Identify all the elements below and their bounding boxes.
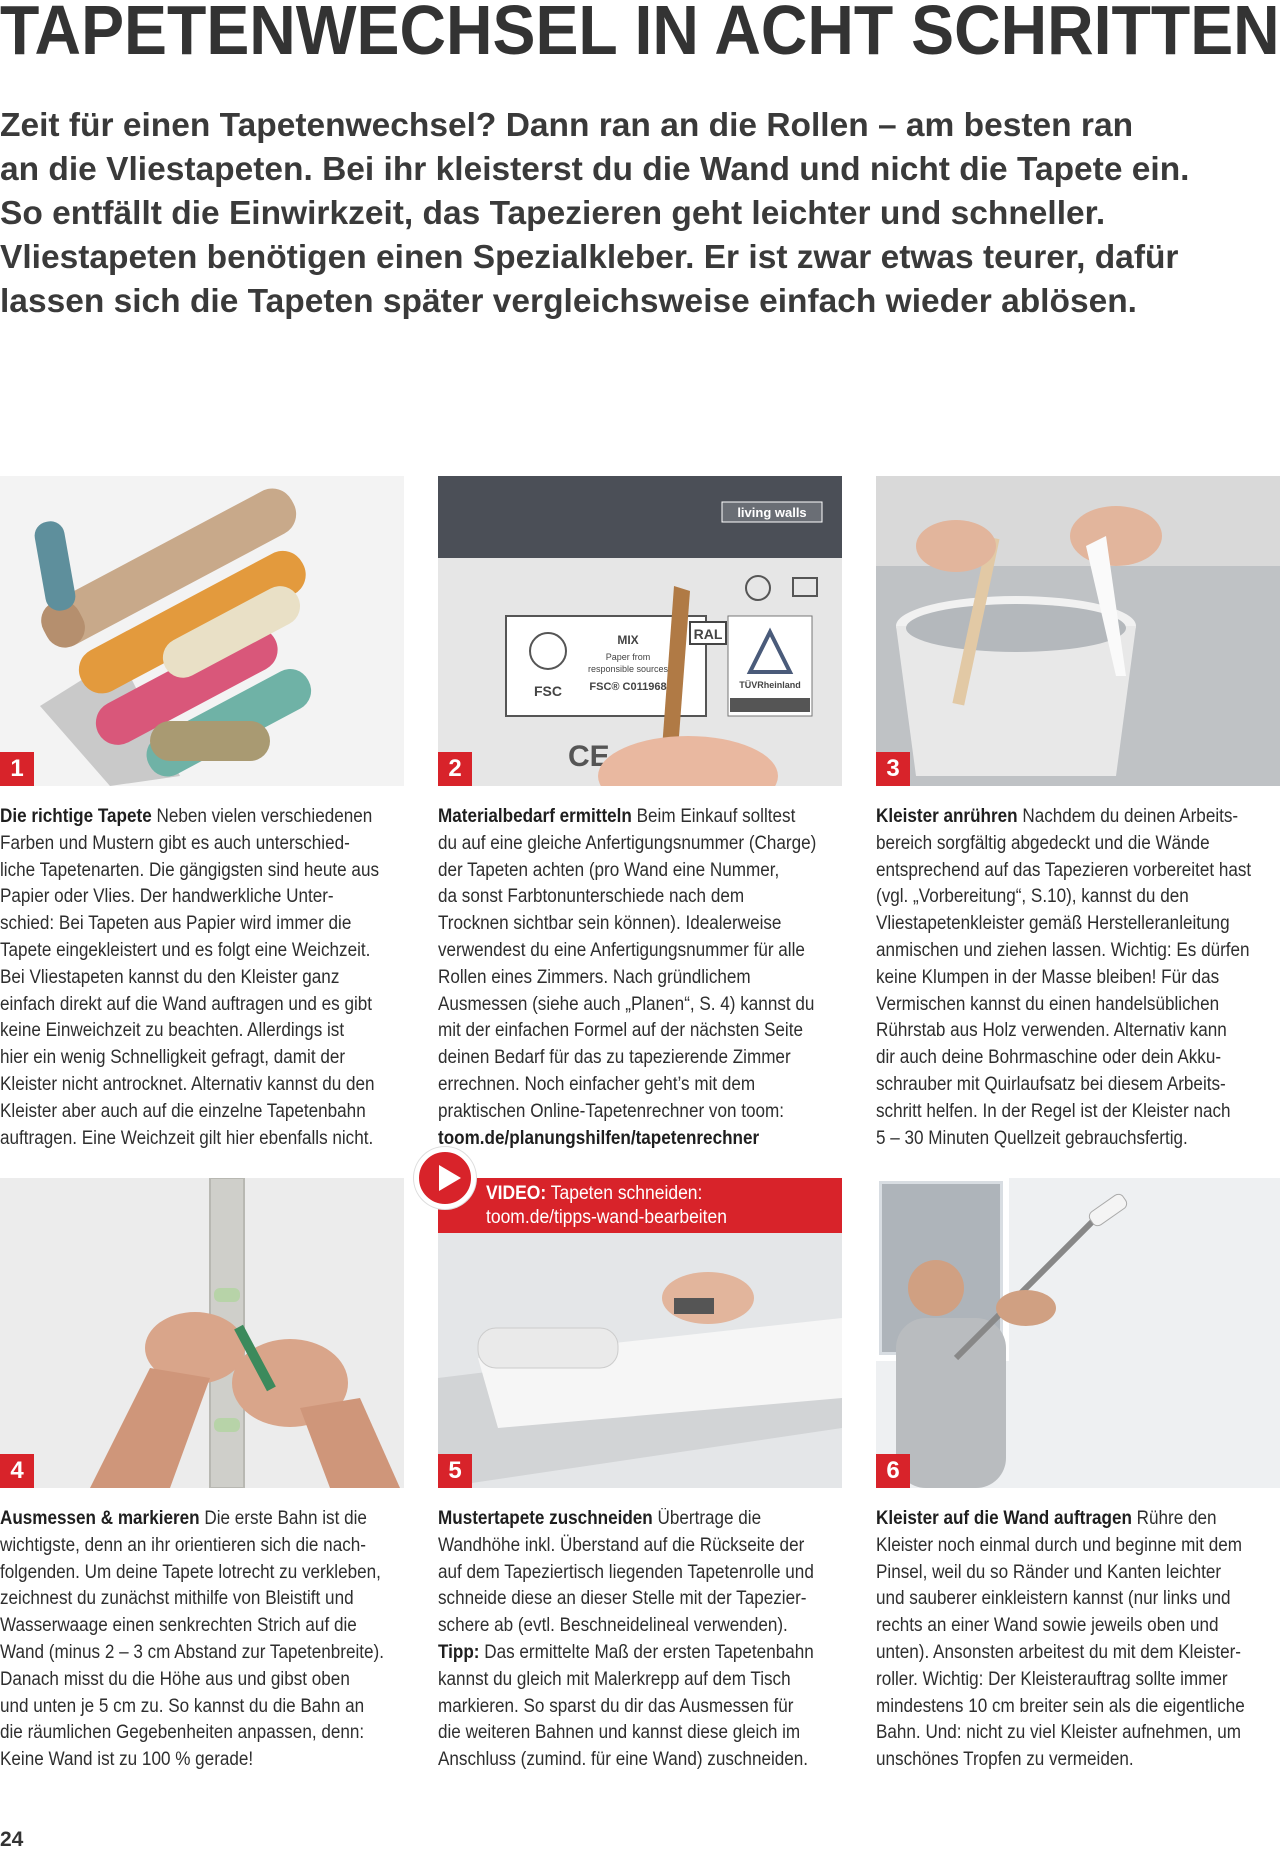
wallpaper-label-photo [438, 476, 842, 786]
intro-line: Zeit für einen Tapetenwechsel? Dann ran an die Rollen – am besten ran [0, 107, 1134, 144]
tip-label: Tipp: [438, 1641, 480, 1663]
step-text-line: errechnen. Noch einfacher geht’s mit dem [438, 1073, 756, 1095]
step-title: Die richtige Tapete [0, 806, 152, 827]
step-number-badge: 5 [438, 1454, 472, 1488]
step-5-text [438, 1506, 848, 1774]
video-banner[interactable] [438, 1178, 842, 1233]
step-title: Kleister auf die Wand auftragen [876, 1508, 1132, 1529]
measuring-image [0, 1178, 404, 1488]
step-text-line: praktischen Online-Tapetenrechner von toom: [438, 1100, 784, 1122]
step-text-line [876, 804, 1280, 831]
step-text-line: die räumlichen Gegebenheiten anpassen, denn: [0, 1722, 365, 1744]
step-1-text [0, 804, 410, 1152]
step-text-line: Vliestapetenkleister gemäß Herstelleranleitung [876, 913, 1230, 935]
step-text-line [438, 1506, 848, 1533]
step-text-line: bereich sorgfältig abgedeckt und die Wände [876, 832, 1210, 854]
step-text-line: Farben und Mustern gibt es auch unterschied- [0, 832, 350, 854]
brand-label: living walls [737, 505, 807, 520]
paste-mixing-photo [876, 476, 1280, 786]
step-text-line: die weiteren Bahnen und kannst diese gleich im [438, 1722, 801, 1744]
step-text-line: einfach direkt auf die Wand auftragen und es gibt [0, 993, 373, 1015]
step-text-line: und sauberer einkleistern kannst (nur links und [876, 1588, 1231, 1610]
video-label: VIDEO: [486, 1183, 547, 1204]
step-text-line: Nachdem du deinen Arbeits- [1017, 806, 1239, 827]
step-text-line: entsprechend auf das Tapezieren vorbereitet hast [876, 859, 1252, 881]
step-text-line: Rollen eines Zimmers. Nach gründlichem [438, 966, 751, 988]
step-text-line [438, 804, 848, 831]
ral-label: RAL [693, 626, 723, 642]
step-text-line: keine Klumpen in der Masse bleiben! Für das [876, 966, 1220, 988]
intro-paragraph [0, 104, 1280, 324]
step-number-badge: 2 [438, 752, 472, 786]
step-text-line: 5 – 30 Minuten Quellzeit gebrauchsfertig. [876, 1127, 1188, 1149]
mix-sub-2: responsible sources [587, 664, 669, 674]
step-title: Kleister anrühren [876, 806, 1018, 827]
step-text-line: Beim Einkauf solltest [631, 806, 796, 827]
paste-mixing-image [876, 476, 1280, 786]
intro-line: an die Vliestapeten. Bei ihr kleisterst du die Wand und nicht die Tapete ein. [0, 151, 1190, 188]
step-text-line: Kleister noch einmal durch und beginne mit dem [876, 1534, 1242, 1556]
step-number-badge: 4 [0, 1454, 34, 1488]
video-title-line [486, 1181, 702, 1206]
step-text-line: der Tapeten achten (pro Wand eine Nummer, [438, 859, 780, 881]
step-text-line: schied: Bei Tapeten aus Papier wird immer die [0, 913, 352, 935]
step-text-line: schere ab (evtl. Beschneidelineal verwenden). [438, 1615, 788, 1637]
step-text-line: anmischen und ziehen lassen. Wichtig: Es dürfen [876, 939, 1250, 961]
step-text-line: mindestens 10 cm breiter sein als die eigentliche [876, 1695, 1245, 1717]
page-number: 24 [0, 1828, 24, 1851]
intro-line: lassen sich die Tapeten später vergleichsweise einfach wieder ablösen. [0, 283, 1137, 320]
step-text-line: kannst du gleich mit Malerkrepp auf dem Tisch [438, 1668, 791, 1690]
step-4-text [0, 1506, 410, 1774]
step-text-line: du auf eine gleiche Anfertigungsnummer (Charge) [438, 832, 817, 854]
step-text-line: Ausmessen (siehe auch „Planen“, S. 4) kannst du [438, 993, 815, 1015]
step-text-line: Wandhöhe inkl. Überstand auf die Rückseite der [438, 1534, 805, 1556]
fsc-code: FSC® C011968 [589, 681, 667, 693]
step-text-line: Danach misst du die Höhe aus und gibst oben [0, 1668, 350, 1690]
mix-sub-1: Paper from [605, 652, 651, 662]
step-text-line: deinen Bedarf für das zu tapezierende Zimmer [438, 1047, 791, 1069]
step-text-line: unten). Ansonsten arbeitest du mit dem Kleister- [876, 1641, 1241, 1663]
page-headline: TAPETENWECHSEL IN ACHT SCHRITTEN [0, 0, 1280, 69]
step-text-line: Kleister aber auch auf die einzelne Tapetenbahn [0, 1100, 366, 1122]
pasting-wall-image [876, 1178, 1280, 1488]
step-text-line: Tapete eingekleistert und es folgt eine Weichzeit. [0, 939, 371, 961]
fsc-label: FSC [534, 683, 562, 699]
step-text-line [438, 1640, 848, 1667]
step-text-line: folgenden. Um deine Tapete lotrecht zu verkleben, [0, 1561, 381, 1583]
mix-label: MIX [617, 633, 639, 647]
step-text-line: Wand (minus 2 – 3 cm Abstand zur Tapetenbreite). [0, 1641, 385, 1663]
step-text-line: Rührstab aus Holz verwenden. Alternativ kann [876, 1020, 1227, 1042]
step-text-line: hier ein wenig Schnelligkeit gefragt, damit der [0, 1047, 346, 1069]
step-text-line: verwendest du eine Anfertigungsnummer für alle [438, 939, 805, 961]
ce-mark: CE [568, 740, 610, 773]
step-text-line: schneide diese an dieser Stelle mit der Tapezier- [438, 1588, 807, 1610]
step-title: Ausmessen & markieren [0, 1508, 200, 1529]
step-text-line: Kleister nicht antrocknet. Alternativ kannst du den [0, 1073, 375, 1095]
step-text-line: Übertrage die [652, 1508, 762, 1529]
step-6-text [876, 1506, 1280, 1774]
step-text-line: schritt helfen. In der Regel ist der Kleister nach [876, 1100, 1231, 1122]
step-number-badge: 1 [0, 752, 34, 786]
step-text-line: markieren. So sparst du dir das Ausmessen für [438, 1695, 794, 1717]
step-text-line: Neben vielen verschiedenen [151, 806, 373, 827]
step-text-line: Das ermittelte Maß der ersten Tapetenbahn [479, 1641, 814, 1663]
step-2-text [438, 804, 848, 1152]
step-text-line: roller. Wichtig: Der Kleisterauftrag sollte immer [876, 1668, 1228, 1690]
pasting-wall-photo [876, 1178, 1280, 1488]
wallpaper-rolls-image [0, 476, 404, 786]
measuring-photo [0, 1178, 404, 1488]
step-text-line: unschönes Tropfen zu vermeiden. [876, 1749, 1134, 1771]
step-3-text [876, 804, 1280, 1152]
video-title: Tapeten schneiden: [546, 1183, 703, 1204]
step-text-line: und unten je 5 cm zu. So kannst du die Bahn an [0, 1695, 365, 1717]
step-text-line: Vermischen kannst du einen handelsüblichen [876, 993, 1220, 1015]
step-text-line: mit der einfachen Formel auf der nächsten Seite [438, 1020, 804, 1042]
wallpaper-rolls-photo [0, 476, 404, 786]
step-text-line: Anschluss (zumind. für eine Wand) zuschneiden. [438, 1749, 809, 1771]
step-text-line: Die erste Bahn ist die [199, 1508, 367, 1529]
intro-line: So entfällt die Einwirkzeit, das Tapezieren geht leichter und schneller. [0, 195, 1106, 232]
step-text-line [0, 804, 410, 831]
step-text-line: dir auch deine Bohrmaschine oder dein Akku- [876, 1047, 1222, 1069]
step-number-badge: 3 [876, 752, 910, 786]
step-text-line [0, 1506, 410, 1533]
step-title: Materialbedarf ermitteln [438, 806, 632, 827]
step-text-line: Keine Wand ist zu 100 % gerade! [0, 1749, 254, 1771]
step-text-line: Rühre den [1131, 1508, 1217, 1529]
video-url[interactable]: toom.de/tipps-wand-bearbeiten [486, 1207, 727, 1228]
calculator-link-text[interactable]: toom.de/planungshilfen/tapetenrechner [438, 1127, 760, 1149]
step-text-line: Papier oder Vlies. Der handwerkliche Unter- [0, 886, 334, 908]
step-text-line: Bahn. Und: nicht zu viel Kleister aufnehmen, um [876, 1722, 1242, 1744]
calculator-link[interactable] [438, 1126, 848, 1153]
step-text-line: (vgl. „Vorbereitung“, S.10), kannst du den [876, 886, 1189, 908]
wallpaper-label-image [438, 476, 842, 786]
intro-line: Vliestapeten benötigen einen Spezialkleber. Er ist zwar etwas teurer, dafür [0, 239, 1179, 276]
step-text-line: auftragen. Eine Weichzeit gilt hier ebenfalls nicht. [0, 1127, 374, 1149]
step-text-line: schrauber mit Quirlaufsatz bei diesem Arbeits- [876, 1073, 1226, 1095]
tuv-label: TÜVRheinland [739, 680, 801, 690]
step-text-line: liche Tapetenarten. Die gängigsten sind heute aus [0, 859, 380, 881]
step-text-line: auf dem Tapeziertisch liegenden Tapetenrolle und [438, 1561, 814, 1583]
step-text-line [876, 1506, 1280, 1533]
step-text-line: rechts an einer Wand sowie jeweils oben und [876, 1615, 1219, 1637]
step-text-line: wichtigste, denn an ihr orientieren sich die nach- [0, 1534, 366, 1556]
step-number-badge: 6 [876, 1454, 910, 1488]
step-title: Mustertapete zuschneiden [438, 1508, 653, 1529]
step-text-line: da sonst Farbtonunterschiede nach dem [438, 886, 745, 908]
step-text-line: Trocknen sichtbar sein können). Idealerweise [438, 913, 782, 935]
step-text-line: Bei Vliestapeten kannst du den Kleister ganz [0, 966, 340, 988]
step-text-line: Pinsel, weil du so Ränder und Kanten leichter [876, 1561, 1222, 1583]
step-text-line: zeichnest du zunächst mithilfe von Bleistift und [0, 1588, 354, 1610]
play-icon[interactable] [414, 1147, 476, 1209]
step-text-line: Wasserwaage einen senkrechten Strich auf die [0, 1615, 357, 1637]
step-text-line: keine Einweichzeit zu beachten. Allerdings ist [0, 1020, 345, 1042]
